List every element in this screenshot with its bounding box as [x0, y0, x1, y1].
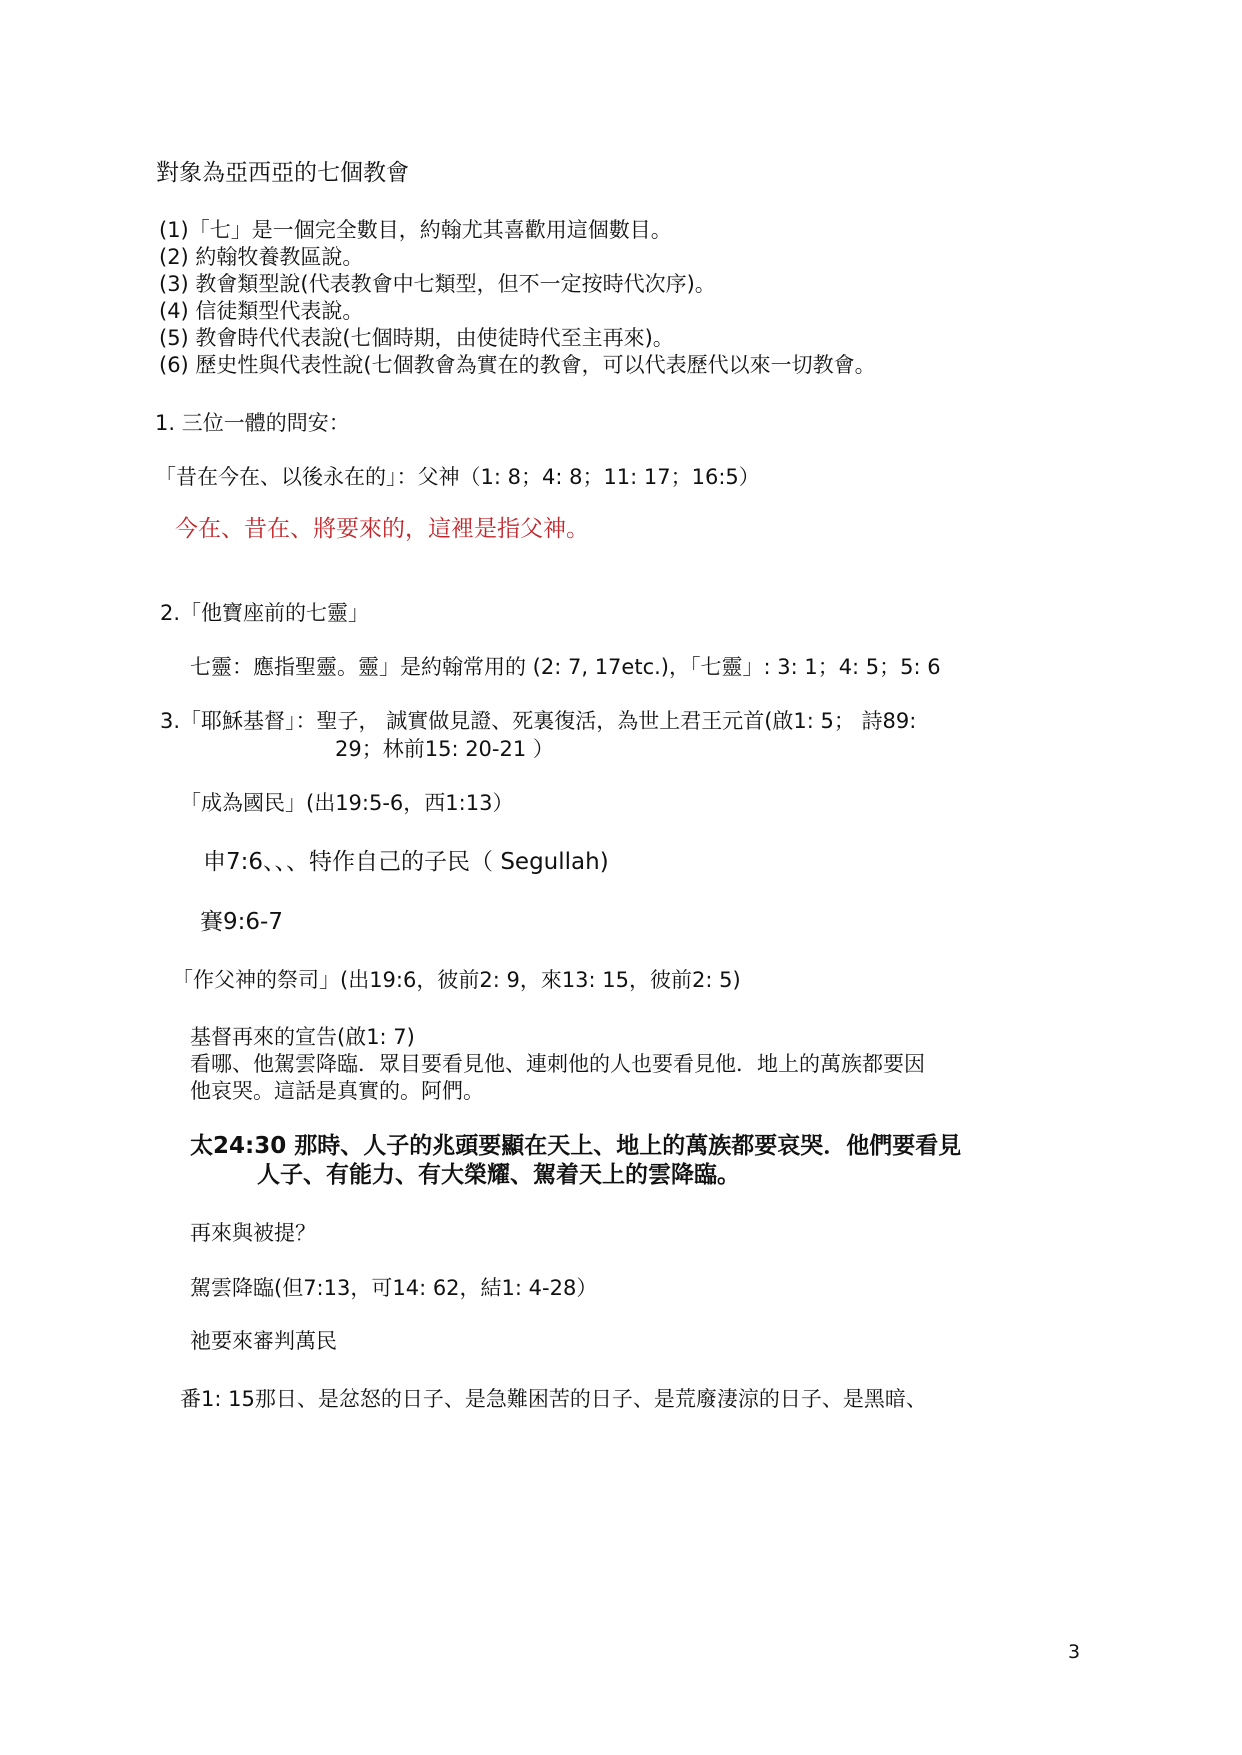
declaration-line-2: 他哀哭。這話是真實的。阿們。 — [190, 1079, 484, 1103]
view-6: (6) 歷史性與代表性說(七個教會為實在的教會，可以代表歷代以來一切教會。 — [159, 353, 876, 377]
isaiah-line: 賽9:6-7 — [200, 909, 283, 935]
priest-line: 「作父神的祭司」(出19:6，彼前2: 9，來13: 15，彼前2: 5) — [172, 968, 741, 992]
clouds-line: 駕雲降臨(但7:13，可14: 62，結1: 4-28） — [190, 1276, 598, 1300]
section-3-line-2: 29；林前15: 20-21 ） — [335, 737, 554, 761]
rapture-question: 再來與被提？ — [190, 1221, 316, 1245]
heading: 對象為亞西亞的七個教會 — [156, 160, 409, 186]
declaration-title: 基督再來的宣告(啟1: 7) — [190, 1025, 415, 1049]
view-2: (2) 約翰牧養教區說。 — [159, 245, 364, 269]
view-4: (4) 信徒類型代表說。 — [159, 299, 364, 323]
section-2-text: 七靈：應指聖靈。靈」是約翰常用的 (2: 7, 17etc.)，「七靈」: 3: 1；4: 5；5: 6 — [190, 655, 941, 679]
section-1-title: 1. 三位一體的問安： — [155, 411, 350, 435]
section-1-note: 今在、昔在、將要來的，這裡是指父神。 — [175, 516, 589, 542]
section-2-title: 2.「他寶座前的七靈」 — [160, 601, 370, 625]
matthew-line-2: 人子、有能力、有大榮耀、駕着天上的雲降臨。 — [257, 1162, 740, 1188]
page-number: 3 — [1068, 1641, 1081, 1663]
judgement-line: 祂要來審判萬民 — [190, 1329, 337, 1353]
declaration-line-1: 看哪、他駕雲降臨．眾目要看見他、連刺他的人也要看見他．地上的萬族都要因 — [190, 1052, 925, 1076]
matthew-line-1: 太24:30 那時、人子的兆頭要顯在天上、地上的萬族都要哀哭．他們要看見 — [190, 1133, 962, 1159]
deut-line: 申7:6、、、特作自己的子民（ Segullah) — [203, 849, 609, 875]
view-5: (5) 教會時代代表說(七個時期，由使徒時代至主再來)。 — [159, 326, 674, 350]
section-3-line-1: 3.「耶穌基督」：聖子， 誠實做見證、死裏復活，為世上君王元首(啟1: 5； 詩89: — [160, 709, 917, 733]
nation-line: 「成為國民」(出19:5-6，西1:13） — [180, 791, 514, 815]
section-1-quote: 「昔在今在、以後永在的」：父神（1: 8；4: 8；11: 17；16:5） — [155, 465, 760, 489]
view-1: (1)「七」是一個完全數目，約翰尤其喜歡用這個數目。 — [159, 218, 672, 242]
zephaniah-line: 番1: 15那日、是忿怒的日子、是急難困苦的日子、是荒廢淒涼的日子、是黑暗、 — [180, 1387, 927, 1411]
view-3: (3) 教會類型說(代表教會中七類型，但不一定按時代次序)。 — [159, 272, 716, 296]
